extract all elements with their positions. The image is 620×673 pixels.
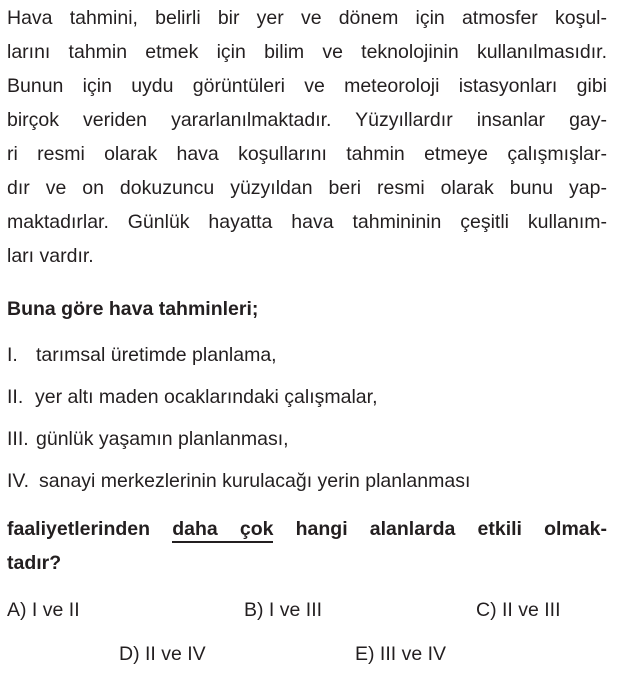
passage-line: Hava tahmini, belirli bir yer ve dönem için atmosfer koşul- (7, 7, 607, 29)
passage-line: ları vardır. (7, 245, 94, 267)
option-text: III ve IV (379, 643, 447, 665)
premise-text: yer altı maden ocaklarındaki çalışmalar, (35, 386, 378, 408)
option-label: D) (119, 643, 140, 665)
question-stem (7, 512, 607, 580)
option-b[interactable] (244, 593, 322, 627)
option-text: I ve III (268, 599, 323, 621)
premise-item-1 (7, 338, 277, 372)
premise-number: II. (7, 386, 24, 408)
lead-statement: Buna göre hava tahminleri; (7, 298, 259, 320)
option-a[interactable] (7, 593, 80, 627)
passage-line: maktadırlar. Günlük hayatta hava tahmininin çeşitli kullanım- (7, 211, 607, 233)
premise-item-3 (7, 422, 289, 456)
premise-number: IV. (7, 470, 30, 492)
passage-line: birçok veriden yararlanılmaktadır. Yüzyıllardır insanlar gay- (7, 109, 607, 131)
question-line-2: tadır? (7, 552, 62, 574)
option-e[interactable] (355, 637, 446, 671)
question-text-before: faaliyetlerinden (7, 518, 173, 540)
option-text: II ve IV (145, 643, 206, 665)
premise-text: sanayi merkezlerinin kurulacağı yerin planlanması (39, 470, 471, 492)
passage-line: larını tahmin etmek için bilim ve teknolojinin kullanılmasıdır. (7, 41, 607, 63)
option-label: E) (355, 643, 375, 665)
premise-text: günlük yaşamın planlanması, (36, 428, 289, 450)
question-emphasis: daha çok (172, 518, 273, 543)
option-text: II ve III (502, 599, 561, 621)
passage-line: ri resmi olarak hava koşullarını tahmin etmeye çalışmışlar- (7, 143, 607, 165)
question-line-1 (7, 512, 607, 546)
option-c[interactable] (476, 593, 561, 627)
option-d[interactable] (119, 637, 206, 671)
passage-line: dır ve on dokuzuncu yüzyıldan beri resmi olarak bunu yap- (7, 177, 607, 199)
premise-text: tarımsal üretimde planlama, (36, 344, 277, 366)
option-label: B) (244, 599, 264, 621)
passage-line: Bunun için uydu görüntüleri ve meteoroloji istasyonları gibi (7, 75, 607, 97)
premise-item-2 (7, 380, 378, 414)
option-label: C) (476, 599, 497, 621)
option-text: I ve II (31, 599, 80, 621)
premise-number: I. (7, 344, 18, 366)
premise-item-4 (7, 464, 470, 498)
premise-number: III. (7, 428, 29, 450)
option-label: A) (7, 599, 27, 621)
passage (7, 1, 607, 273)
question-text-after: hangi alanlarda etkili olmak- (273, 518, 607, 540)
